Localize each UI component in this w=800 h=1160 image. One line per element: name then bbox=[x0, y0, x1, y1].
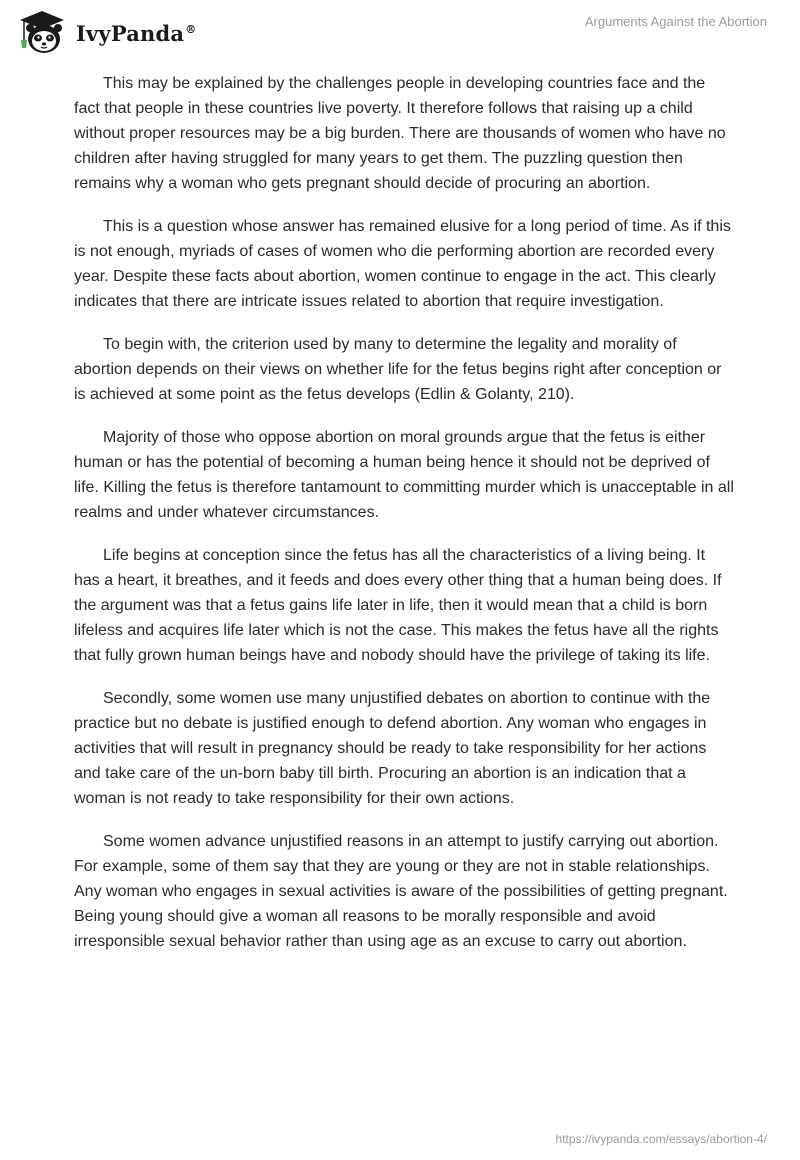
paragraph: Some women advance unjustified reasons in an attempt to justify carrying out abortion. For example, some of them say that they are young or they are not in stable relationships. Any woman who engages in sexual activities is aware of the possibilities of getting pregnant. Being young should give a woman all reasons to be morally responsible and avoid irresponsible sexual behavior rather than using age as an excuse to carry out abortion. bbox=[74, 833, 728, 950]
paragraph: Majority of those who oppose abortion on moral grounds argue that the fetus is either human or has the potential of becoming a human being hence it should not be deprived of life. Killing the fetus is therefore tantamount to committing murder which is unacceptable in all realms and under whatever circumstances. bbox=[74, 429, 734, 521]
document-title: Arguments Against the Abortion bbox=[584, 14, 767, 29]
paragraph: This may be explained by the challenges people in developing countries face and the fact that people in these countries live poverty. It therefore follows that raising up a child without proper resources may be a big burden. There are thousands of women who have no children after having struggled for many years to get them. The puzzling question then remains why a woman who gets pregnant should decide of procuring an abortion. bbox=[74, 75, 726, 192]
registered-mark: ® bbox=[185, 22, 197, 36]
panda-graduate-icon bbox=[14, 8, 70, 56]
paragraph: To begin with, the criterion used by many to determine the legality and morality of abortion depends on their views on whether life for the fetus begins right after conception or is achieved at some point as the fetus develops (Edlin & Golanty, 210). bbox=[74, 336, 722, 403]
essay-body bbox=[74, 71, 734, 972]
paragraph: Life begins at conception since the fetus has all the characteristics of a living being. It has a heart, it breathes, and it feeds and does every other thing that a human being does. If the argument was that a fetus gains life later in life, then it would mean that a child is born lifeless and acquires life later which is not the case. This makes the fetus have all the rights that fully grown human beings have and nobody should have the privilege of taking its life. bbox=[74, 547, 722, 664]
source-url[interactable]: https://ivypanda.com/essays/abortion-4/ bbox=[555, 1132, 767, 1146]
brand-name: IvyPanda® bbox=[76, 20, 197, 46]
page-header bbox=[0, 0, 800, 60]
ivypanda-logo[interactable] bbox=[14, 8, 196, 56]
paragraph: This is a question whose answer has remained elusive for a long period of time. As if this is not enough, myriads of cases of women who die performing abortion are recorded every year. Despite these facts about abortion, women continue to engage in the act. This clearly indicates that there are intricate issues related to abortion that require investigation. bbox=[74, 218, 731, 310]
paragraph: Secondly, some women use many unjustified debates on abortion to continue with the practice but no debate is justified enough to defend abortion. Any woman who engages in activities that will result in pregnancy should be ready to take responsibility for her actions and take care of the un-born baby till birth. Procuring an abortion is an indication that a woman is not ready to take responsibility for their own actions. bbox=[74, 690, 711, 807]
